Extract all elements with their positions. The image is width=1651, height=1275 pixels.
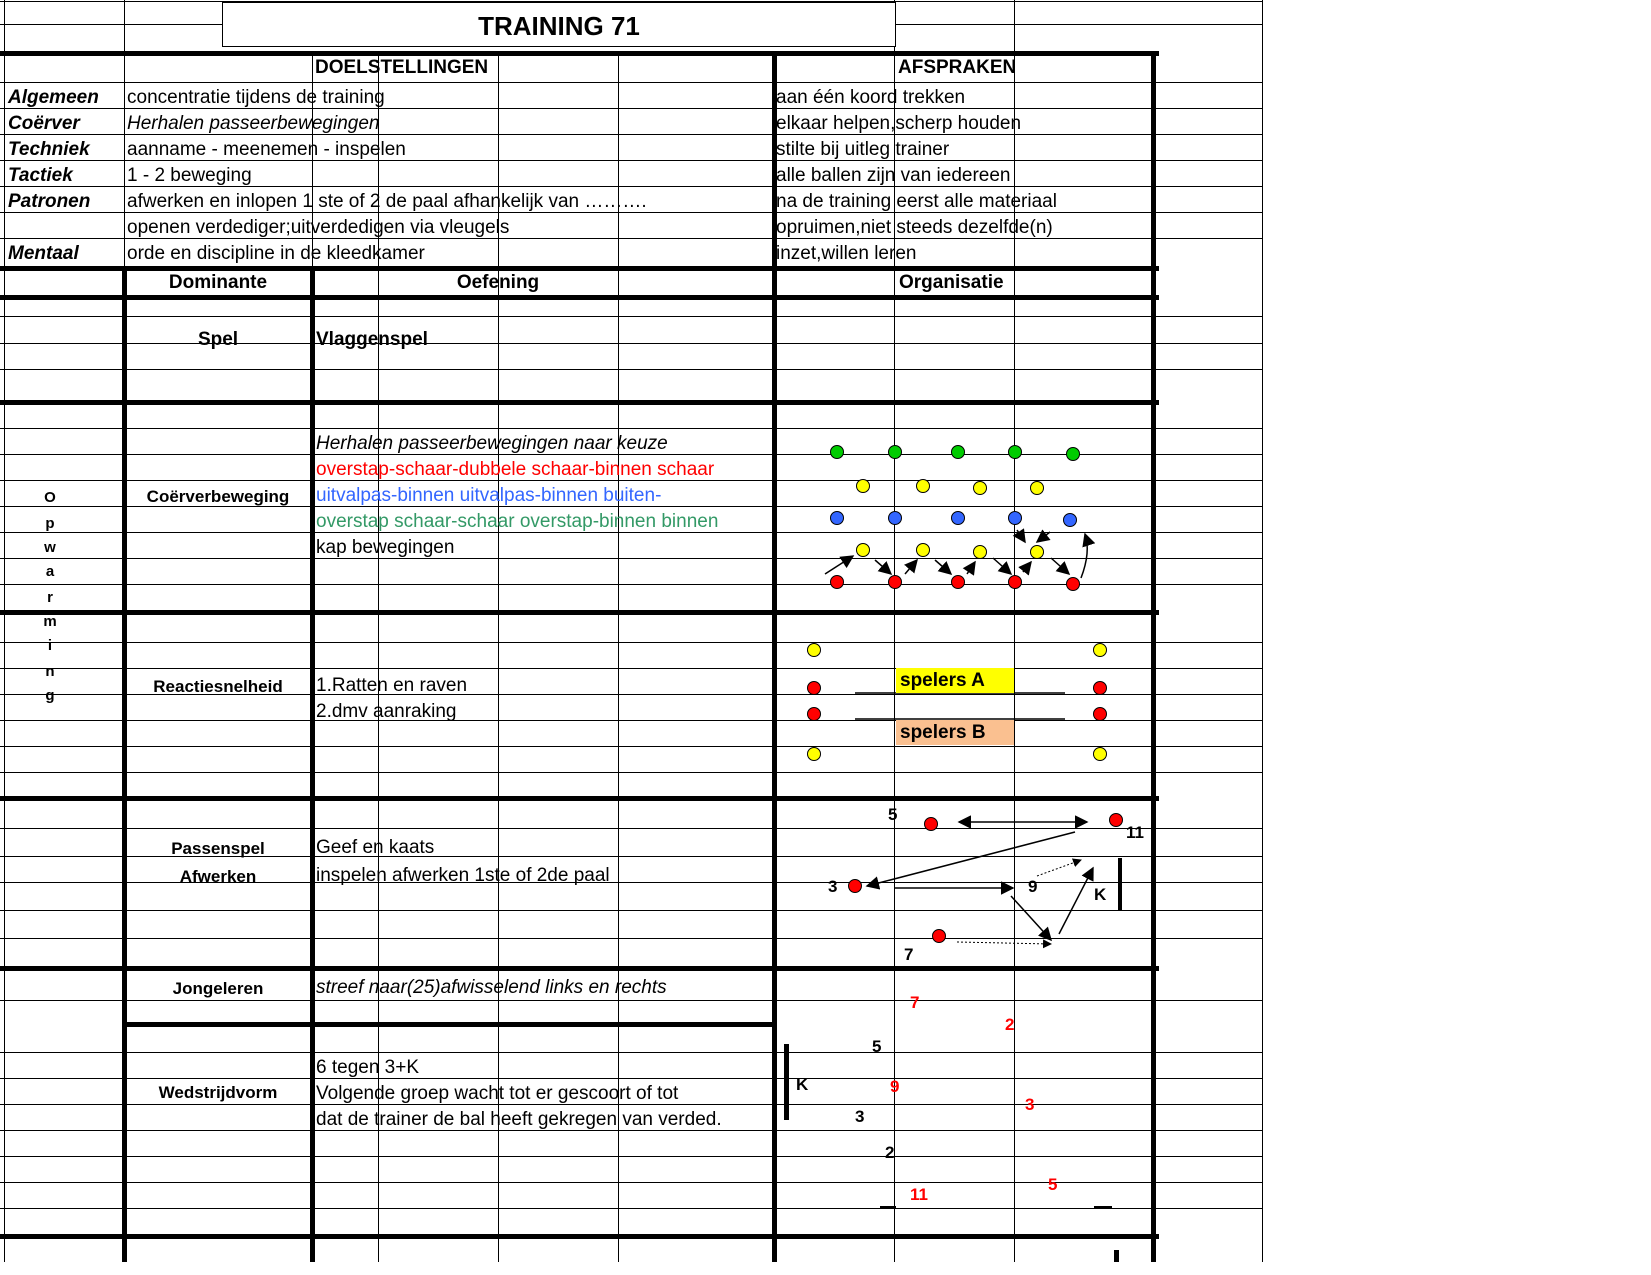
player-dot <box>849 880 862 893</box>
objective-value-mentaal: orde en discipline in de kleedkamer <box>127 243 425 264</box>
dominante-wedstrijd: Wedstrijdvorm <box>158 1083 278 1102</box>
goal-post-bottom <box>1114 1250 1119 1262</box>
yellow-players <box>857 480 1044 495</box>
objective-value-techniek: aanname - meenemen - inspelen <box>127 139 406 160</box>
goal-post-left <box>784 1044 789 1120</box>
player-dot <box>857 480 870 493</box>
yellow-players-2 <box>857 544 1044 559</box>
arrow <box>1037 860 1081 876</box>
agreement-1: aan één koord trekken <box>776 87 966 108</box>
oefening-vlaggenspel: Vlaggenspel <box>316 329 428 350</box>
vertical-letter: r <box>47 589 53 606</box>
wedstrijd-k: K <box>796 1075 809 1094</box>
num-11: 11 <box>1126 823 1144 842</box>
title-box <box>222 2 896 47</box>
wedstrijd-line-1: 6 tegen 3+K <box>316 1057 420 1078</box>
player-dot <box>831 446 844 459</box>
player-dot <box>1094 682 1107 695</box>
spelers-b-label <box>896 720 1014 745</box>
reactie-line-2: 2.dmv aanraking <box>316 701 457 722</box>
vertical-letter: n <box>45 663 55 680</box>
spelers-a-text: spelers A <box>900 670 985 691</box>
player-dot <box>808 748 821 761</box>
arrow <box>875 560 891 574</box>
objective-value-patronen-2: openen verdediger;uitverdedigen via vleugels <box>127 217 510 238</box>
coerver-line-4: overstap schaar-schaar overstap-binnen binnen <box>316 511 719 532</box>
arrow <box>1023 562 1031 572</box>
player-dot <box>889 446 902 459</box>
arrow <box>1017 530 1025 542</box>
arrow <box>1051 558 1069 574</box>
baseline-mark-left <box>880 1206 896 1208</box>
player-dot <box>857 544 870 557</box>
player-dot <box>1094 708 1107 721</box>
oefening-jongleren: streef naar(25)afwisselend links en rechts <box>316 977 667 998</box>
agreement-7: inzet,willen leren <box>776 243 917 264</box>
vertical-letter: i <box>47 637 53 654</box>
player-dot <box>917 544 930 557</box>
player-dot <box>808 708 821 721</box>
vertical-letter: w <box>44 539 56 556</box>
arrow <box>905 560 917 574</box>
coerver-line-1: Herhalen passeerbewegingen naar keuze <box>316 433 668 454</box>
player-dot <box>933 930 946 943</box>
objective-label-techniek: Techniek <box>8 139 90 160</box>
agreement-6: opruimen,niet steeds dezelfde(n) <box>776 217 1053 238</box>
reactie-diagram <box>775 614 1151 796</box>
num-5: 5 <box>888 805 898 824</box>
dominante-spel: Spel <box>197 329 239 350</box>
goal-post <box>1118 858 1122 910</box>
wedstrijd-red-7: 7 <box>910 993 920 1012</box>
goalkeeper-k: K <box>1094 885 1107 904</box>
player-dot <box>917 480 930 493</box>
player-dot <box>831 576 844 589</box>
wedstrijd-black-5: 5 <box>872 1037 882 1056</box>
agreement-3: stilte bij uitleg trainer <box>776 139 950 160</box>
coerver-line-2: overstap-schaar-dubbele schaar-binnen schaar <box>316 459 715 480</box>
player-dot <box>952 446 965 459</box>
agreement-2: elkaar helpen,scherp houden <box>776 113 1022 134</box>
header-organisatie: Organisatie <box>899 272 1004 293</box>
arrow <box>825 556 853 574</box>
player-dot <box>1067 448 1080 461</box>
page-title: TRAINING 71 <box>478 11 640 41</box>
arrow <box>993 558 1011 574</box>
objective-value-algemeen: concentratie tijdens de training <box>127 87 385 108</box>
arrow <box>867 832 1075 886</box>
spelers-a-label <box>896 668 1014 693</box>
player-dot <box>1094 644 1107 657</box>
wedstrijd-red-11: 11 <box>910 1185 928 1204</box>
arrow <box>1059 868 1093 934</box>
dominante-afwerken: Afwerken <box>179 867 257 886</box>
player-dot <box>889 512 902 525</box>
coerver-line-3: uitvalpas-binnen uitvalpas-binnen buiten- <box>316 485 662 506</box>
red-players <box>831 576 1080 591</box>
wedstrijd-black-2: 2 <box>885 1143 895 1162</box>
wedstrijd-red-2: 2 <box>1005 1015 1015 1034</box>
baseline-mark-right <box>1094 1206 1112 1208</box>
num-9: 9 <box>1028 877 1038 896</box>
objective-label-mentaal: Mentaal <box>8 243 79 264</box>
objective-label-algemeen: Algemeen <box>8 87 99 108</box>
reactie-line-1: 1.Ratten en raven <box>316 675 468 696</box>
wedstrijd-red-3: 3 <box>1025 1095 1035 1114</box>
agreement-5: na de training eerst alle materiaal <box>776 191 1057 212</box>
player-dot <box>1064 514 1077 527</box>
wedstrijd-red-9: 9 <box>890 1077 900 1096</box>
wedstrijd-line-3: dat de trainer de bal heeft gekregen van verded. <box>316 1109 722 1130</box>
objective-value-patronen: afwerken en inlopen 1 ste of 2 de paal afhankelijk van ………. <box>127 191 647 212</box>
vertical-letter: a <box>45 563 55 580</box>
player-dot <box>1009 576 1022 589</box>
player-dot <box>1031 546 1044 559</box>
spelers-b-text: spelers B <box>900 722 986 743</box>
player-dot <box>1031 482 1044 495</box>
player-dot <box>1009 512 1022 525</box>
num-3: 3 <box>828 877 838 896</box>
player-dot <box>974 546 987 559</box>
dominante-coerver: Coërverbeweging <box>146 487 290 506</box>
blue-players <box>831 512 1077 527</box>
dominante-passenspel: Passenspel <box>171 839 265 858</box>
player-dot <box>1009 446 1022 459</box>
wedstrijd-line-2: Volgende groep wacht tot er gescoort of tot <box>316 1083 679 1104</box>
header-afspraken: AFSPRAKEN <box>898 57 1017 78</box>
player-dot <box>1110 814 1123 827</box>
player-dot <box>952 512 965 525</box>
dominante-reactie: Reactiesnelheid <box>153 677 283 696</box>
objective-label-tactiek: Tactiek <box>8 165 73 186</box>
green-players <box>831 446 1080 461</box>
arrow <box>935 560 951 574</box>
objective-label-patronen: Patronen <box>8 191 91 212</box>
player-dot <box>974 482 987 495</box>
wedstrijd-black-3: 3 <box>855 1107 865 1126</box>
dominante-jongleren: Jongeleren <box>172 979 264 998</box>
arrow <box>967 562 975 574</box>
arrow <box>1037 532 1050 542</box>
header-dominante: Dominante <box>168 272 268 293</box>
player-dot <box>831 512 844 525</box>
num-7: 7 <box>904 945 914 964</box>
passen-line-2: inspelen afwerken 1ste of 2de paal <box>316 865 610 886</box>
arrow <box>957 942 1051 944</box>
player-dot <box>1094 748 1107 761</box>
arrow <box>1081 534 1087 578</box>
vertical-letter: p <box>45 515 55 532</box>
agreement-4: alle ballen zijn van iedereen <box>776 165 1011 186</box>
player-dot <box>889 576 902 589</box>
objective-label-coerver: Coërver <box>8 113 80 134</box>
objective-value-coerver: Herhalen passeerbewegingen <box>127 113 380 134</box>
wedstrijd-red-5: 5 <box>1048 1175 1058 1194</box>
header-oefening: Oefening <box>456 272 540 293</box>
player-dot <box>1067 578 1080 591</box>
header-doelstellingen: DOELSTELLINGEN <box>315 57 489 78</box>
arrow <box>1011 896 1051 940</box>
vertical-letter: g <box>45 687 55 704</box>
player-dot <box>808 644 821 657</box>
coerver-line-5: kap bewegingen <box>316 537 455 558</box>
player-dot <box>808 682 821 695</box>
objective-value-tactiek: 1 - 2 beweging <box>127 165 252 186</box>
vertical-letter: m <box>43 613 57 630</box>
player-dot <box>925 818 938 831</box>
passen-line-1: Geef en kaats <box>316 837 435 858</box>
player-dot <box>952 576 965 589</box>
coerver-diagram <box>775 402 1151 610</box>
vertical-letter: O <box>44 489 56 506</box>
